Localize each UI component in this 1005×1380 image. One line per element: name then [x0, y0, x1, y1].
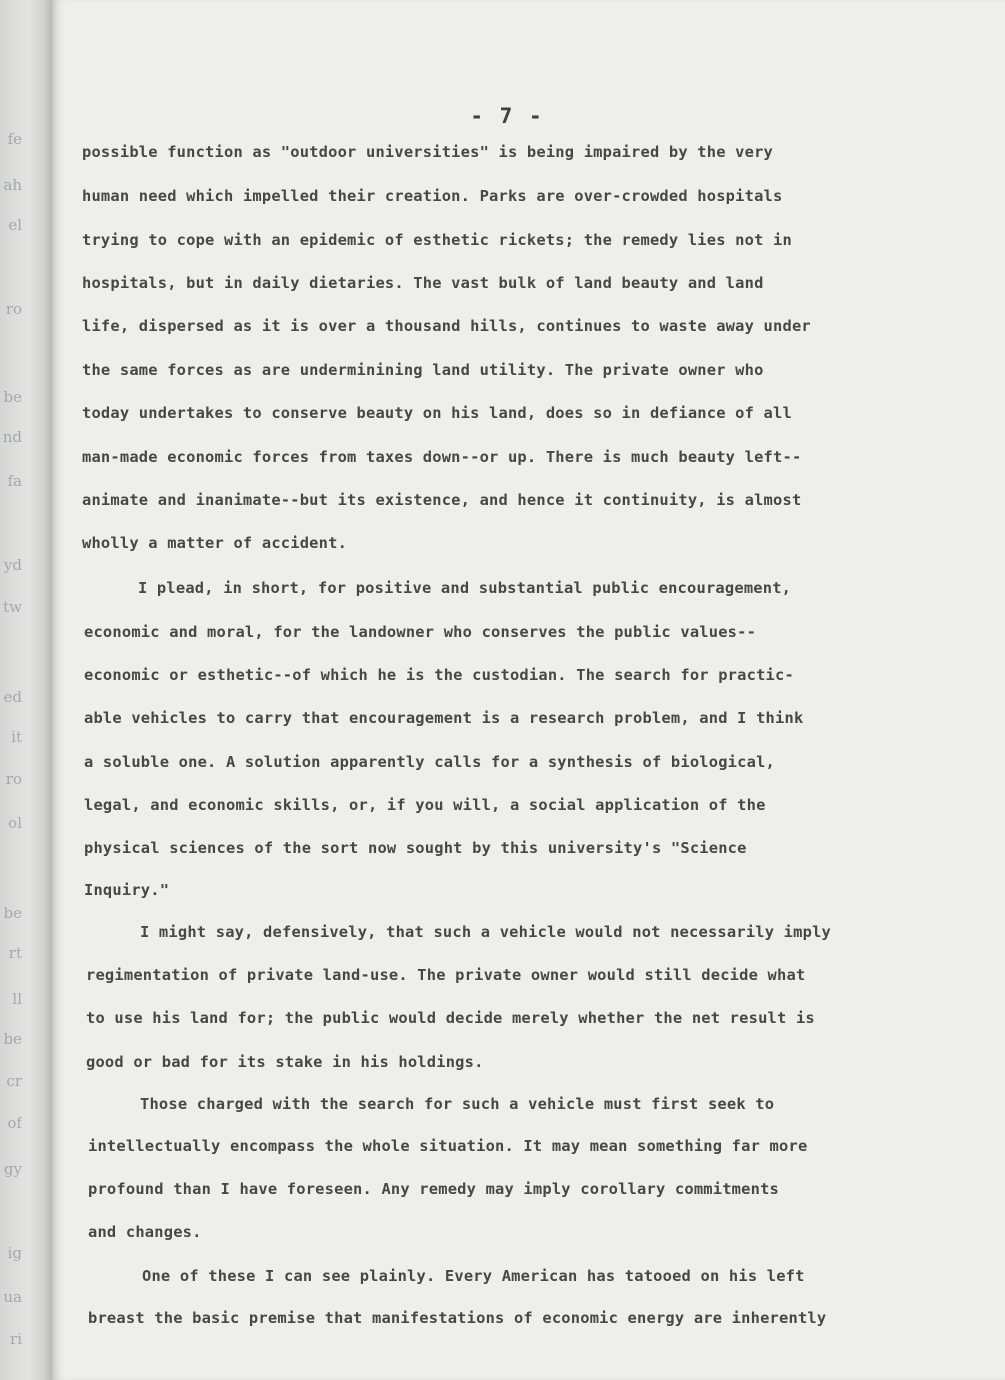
text-line: to use his land for; the public would decide merely whether the net result is	[86, 1009, 815, 1027]
bleed-through-fragment: rt	[8, 944, 22, 962]
text-line: One of these I can see plainly. Every American has tatooed on his left	[142, 1267, 805, 1285]
bleed-through-fragment: el	[8, 216, 22, 234]
bleed-through-fragment: ol	[8, 814, 22, 832]
text-line: hospitals, but in daily dietaries. The vast bulk of land beauty and land	[82, 274, 764, 292]
binding-gutter	[0, 0, 52, 1380]
text-line: regimentation of private land-use. The private owner would still decide what	[86, 966, 806, 984]
text-line: and changes.	[88, 1223, 202, 1241]
bleed-through-fragment: tw	[3, 598, 22, 616]
text-line: physical sciences of the sort now sought by this university's "Science	[84, 839, 747, 857]
bleed-through-fragment: it	[11, 728, 22, 746]
text-line: Inquiry."	[84, 881, 170, 899]
bleed-through-fragment: ed	[3, 688, 22, 706]
text-line: human need which impelled their creation. Parks are over-crowded hospitals	[82, 187, 783, 205]
text-line: animate and inanimate--but its existence, and hence it continuity, is almost	[82, 491, 802, 509]
text-line: profound than I have foreseen. Any remedy may imply corollary commitments	[88, 1180, 780, 1198]
page-number: - 7 -	[470, 104, 544, 128]
text-line: able vehicles to carry that encouragement is a research problem, and I think	[84, 709, 804, 727]
text-line: intellectually encompass the whole situation. It may mean something far more	[88, 1137, 808, 1155]
text-line: possible function as "outdoor universities" is being impaired by the very	[82, 143, 774, 161]
bleed-through-fragment: gy	[3, 1160, 22, 1178]
bleed-through-fragment: yd	[3, 556, 22, 574]
text-line: economic and moral, for the landowner who conserves the public values--	[84, 623, 757, 641]
text-line: I might say, defensively, that such a vehicle would not necessarily imply	[140, 923, 832, 941]
bleed-through-fragment: of	[7, 1114, 22, 1132]
bleed-through-fragment: ig	[7, 1244, 22, 1262]
document-page	[52, 0, 1005, 1380]
text-line: trying to cope with an epidemic of esthetic rickets; the remedy lies not in	[82, 231, 792, 249]
bleed-through-fragment: ua	[3, 1288, 22, 1306]
text-line: Those charged with the search for such a vehicle must first seek to	[140, 1095, 775, 1113]
bleed-through-fragment: cr	[6, 1072, 22, 1090]
text-line: I plead, in short, for positive and substantial public encouragement,	[138, 579, 792, 597]
bleed-through-fragment: ah	[3, 176, 22, 194]
text-line: breast the basic premise that manifestations of economic energy are inherently	[88, 1309, 827, 1327]
bleed-through-fragment: nd	[2, 428, 22, 446]
text-line: legal, and economic skills, or, if you will, a social application of the	[84, 796, 766, 814]
text-line: economic or esthetic--of which he is the custodian. The search for practic-	[84, 666, 794, 684]
bleed-through-fragment: be	[3, 388, 22, 406]
text-line: a soluble one. A solution apparently calls for a synthesis of biological,	[84, 753, 776, 771]
text-line: man-made economic forces from taxes down--or up. There is much beauty left--	[82, 448, 802, 466]
text-line: the same forces as are underminining land utility. The private owner who	[82, 361, 764, 379]
bleed-through-fragment: ri	[10, 1330, 22, 1348]
bleed-through-fragment: fa	[7, 472, 22, 490]
bleed-through-fragment: be	[3, 1030, 22, 1048]
text-line: good or bad for its stake in his holdings.	[86, 1053, 484, 1071]
bleed-through-fragment: ll	[12, 990, 22, 1008]
bleed-through-fragment: ro	[5, 300, 22, 318]
text-line: wholly a matter of accident.	[82, 534, 348, 552]
text-line: today undertakes to conserve beauty on his land, does so in defiance of all	[82, 404, 792, 422]
bleed-through-fragment: be	[3, 904, 22, 922]
bleed-through-fragment: fe	[7, 130, 22, 148]
text-line: life, dispersed as it is over a thousand hills, continues to waste away under	[82, 317, 811, 335]
bleed-through-fragment: ro	[5, 770, 22, 788]
